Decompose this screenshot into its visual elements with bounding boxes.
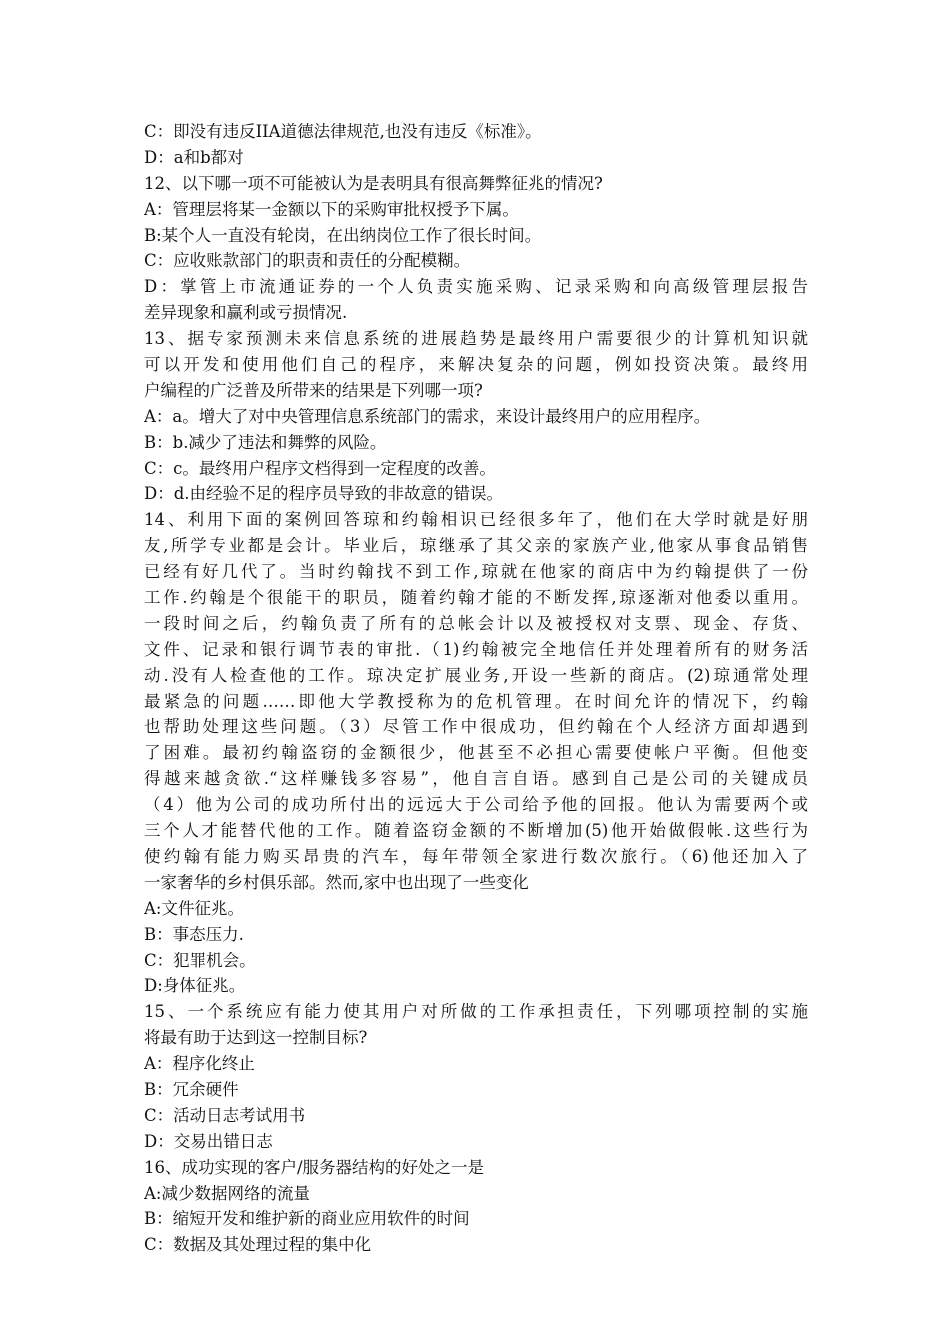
text-line: A：a。增大了对中央管理信息系统部门的需求，来设计最终用户的应用程序。 bbox=[144, 406, 711, 426]
text-line: 差异现象和赢利或亏损情况. bbox=[144, 303, 348, 323]
text-line: 16、成功实现的客户/服务器结构的好处之一是 bbox=[144, 1157, 485, 1177]
text-line: A：程序化终止 bbox=[144, 1054, 255, 1074]
text-line: 得越来越贪欲.“这样赚钱多容易”，他自言自语。感到自己是公司的关键成员 bbox=[144, 769, 808, 789]
text-line: A：管理层将某一金额以下的采购审批权授予下属。 bbox=[144, 199, 519, 219]
text-line: 14、利用下面的案例回答琼和约翰相识已经很多年了，他们在大学时就是好朋 bbox=[144, 510, 808, 530]
text-line: 已经有好几代了。当时约翰找不到工作,琼就在他家的商店中为约翰提供了一份 bbox=[144, 562, 808, 582]
document-page bbox=[144, 119, 808, 1258]
text-line: 一段时间之后，约翰负责了所有的总帐会计以及被授权对支票、现金、存货、 bbox=[144, 613, 808, 633]
text-line: B：事态压力. bbox=[144, 924, 244, 944]
text-line: 动.没有人检查他的工作。琼决定扩展业务,开设一些新的商店。(2)琼通常处理 bbox=[144, 665, 808, 685]
text-line: 户编程的广泛普及所带来的结果是下列哪一项? bbox=[144, 380, 483, 400]
text-line: D:身体征兆。 bbox=[144, 976, 246, 996]
text-line: 工作.约翰是个很能干的职员，随着约翰才能的不断发挥,琼逐渐对他委以重用。 bbox=[144, 588, 808, 608]
text-line: 也帮助处理这些问题。（3）尽管工作中很成功，但约翰在个人经济方面却遇到 bbox=[144, 717, 808, 737]
text-line: C：即没有违反IIA道德法律规范,也没有违反《标准》。 bbox=[144, 122, 542, 141]
text-line: C：活动日志考试用书 bbox=[144, 1105, 306, 1125]
text-line: C：应收账款部门的职责和责任的分配模糊。 bbox=[144, 251, 471, 271]
text-line: 15、一个系统应有能力使其用户对所做的工作承担责任，下列哪项控制的实施 bbox=[144, 1002, 808, 1022]
text-line: 将最有助于达到这一控制目标? bbox=[144, 1028, 368, 1048]
text-line: 三个人才能替代他的工作。随着盗窃金额的不断增加(5)他开始做假帐.这些行为 bbox=[144, 821, 808, 841]
text-line: A:文件征兆。 bbox=[144, 898, 244, 918]
text-line: D：a和b都对 bbox=[144, 147, 244, 167]
text-line: B:某个人一直没有轮岗，在出纳岗位工作了很长时间。 bbox=[144, 225, 542, 245]
text-line: （4）他为公司的成功所付出的远远大于公司给予他的回报。他认为需要两个或 bbox=[144, 795, 808, 815]
text-line: D：掌管上市流通证券的一个人负责实施采购、记录采购和向高级管理层报告 bbox=[144, 277, 808, 297]
text-line: D：d.由经验不足的程序员导致的非故意的错误。 bbox=[144, 484, 504, 504]
text-line: 12、以下哪一项不可能被认为是表明具有很高舞弊征兆的情况? bbox=[144, 173, 603, 193]
text-line: 一家奢华的乡村俱乐部。然而,家中也出现了一些变化 bbox=[144, 872, 529, 892]
text-line: D：交易出错日志 bbox=[144, 1131, 273, 1151]
text-line: 最紧急的问题……即他大学教授称为的危机管理。在时间允许的情况下，约翰 bbox=[144, 691, 808, 711]
text-line: C：数据及其处理过程的集中化 bbox=[144, 1235, 372, 1255]
text-line: C：犯罪机会。 bbox=[144, 950, 256, 970]
text-line: 文件、记录和银行调节表的审批.（1)约翰被完全地信任并处理着所有的财务活 bbox=[144, 639, 808, 659]
text-line: 13、据专家预测未来信息系统的进展趋势是最终用户需要很少的计算机知识就 bbox=[144, 329, 808, 349]
text-line: 使约翰有能力购买昂贵的汽车，每年带领全家进行数次旅行。（6)他还加入了 bbox=[144, 846, 808, 866]
text-line: B：缩短开发和维护新的商业应用软件的时间 bbox=[144, 1209, 470, 1229]
text-line: B：b.减少了违法和舞弊的风险。 bbox=[144, 432, 387, 452]
text-line: 了困难。最初约翰盗窃的金额很少，他甚至不必担心需要使帐户平衡。但他变 bbox=[144, 743, 808, 763]
text-line: B：冗余硬件 bbox=[144, 1079, 239, 1099]
text-line: A:减少数据网络的流量 bbox=[144, 1183, 310, 1203]
text-line: 友,所学专业都是会计。毕业后，琼继承了其父亲的家族产业,他家从事食品销售 bbox=[144, 536, 808, 556]
text-line: 可以开发和使用他们自己的程序，来解决复杂的问题，例如投资决策。最终用 bbox=[144, 355, 808, 375]
text-line: C：c。最终用户程序文档得到一定程度的改善。 bbox=[144, 458, 496, 478]
